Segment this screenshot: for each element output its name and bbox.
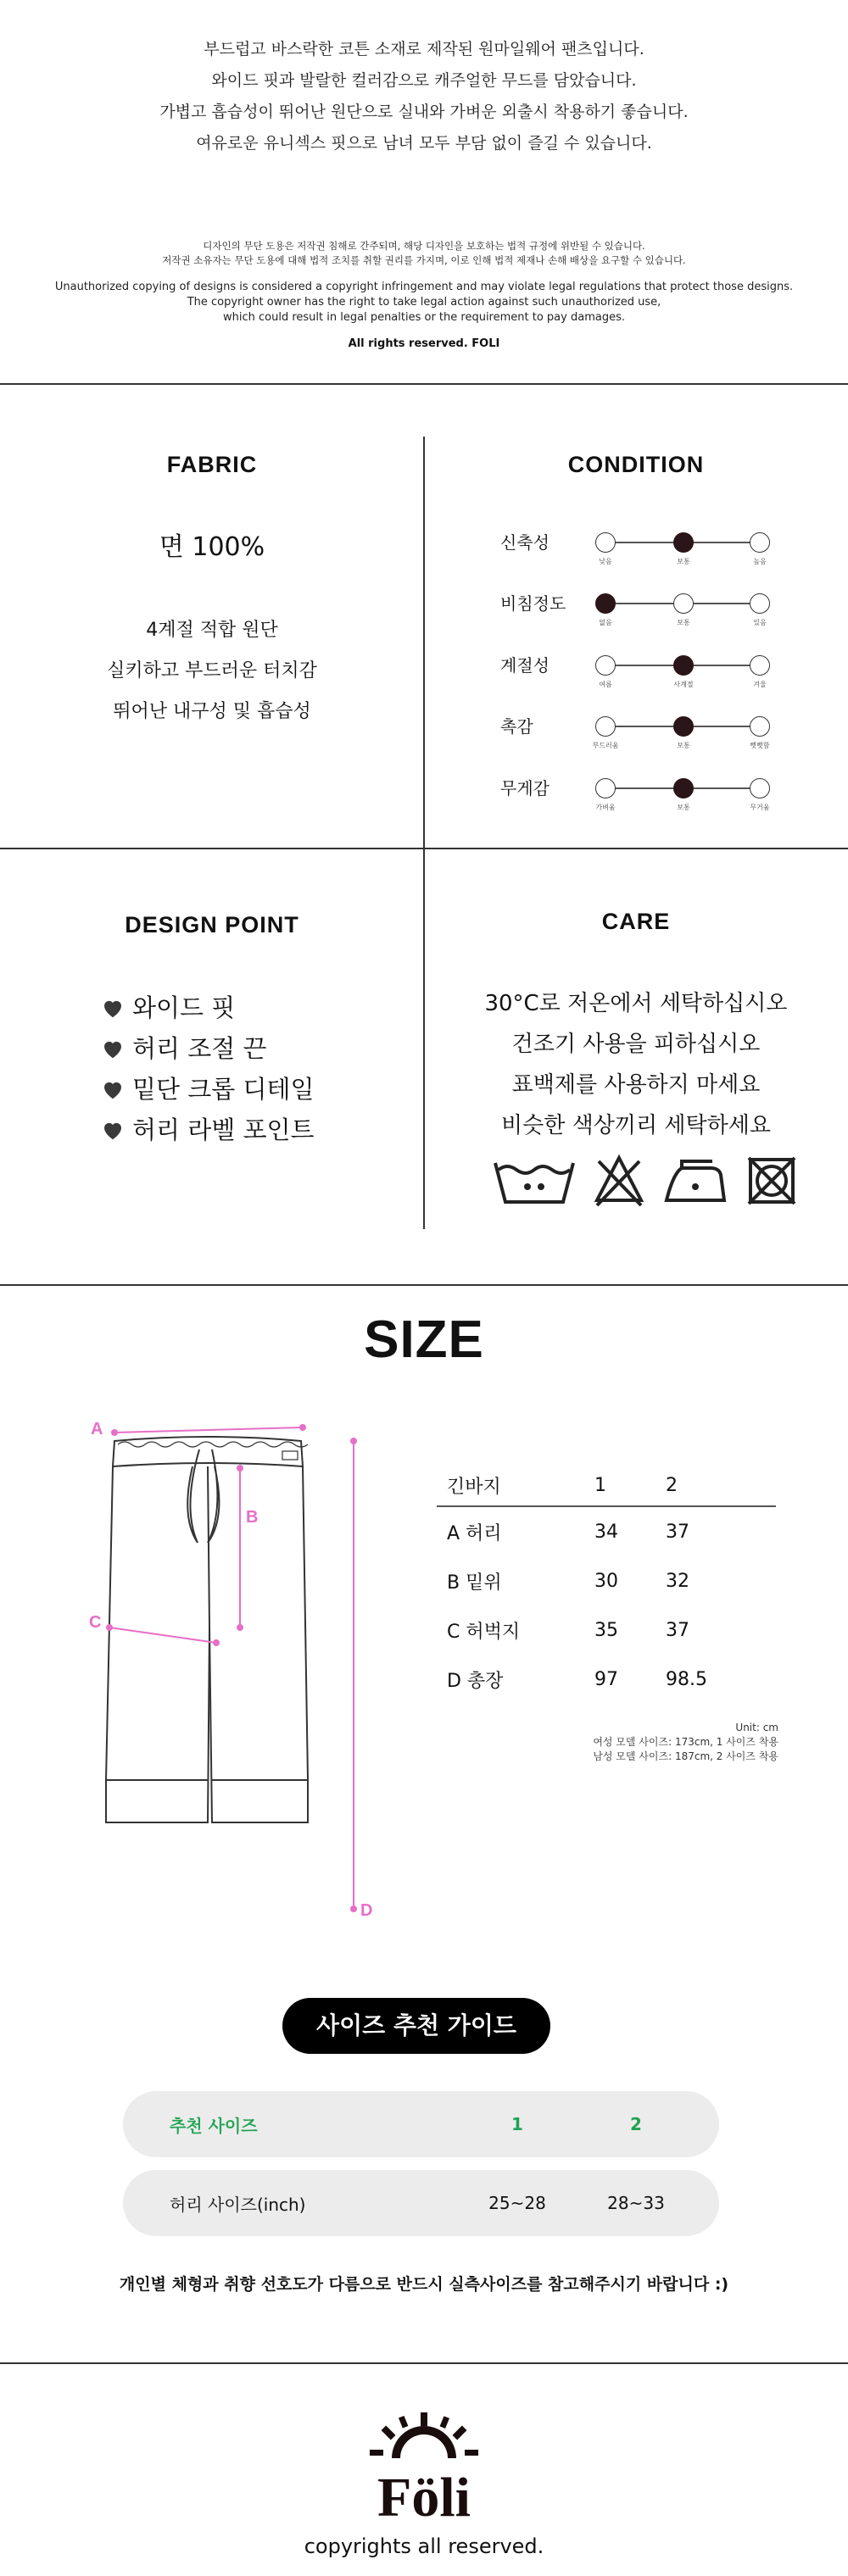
- care-item: 표백제를 사용하지 마세요: [511, 1072, 761, 1098]
- guide-waist-label: 허리 사이즈(inch): [170, 2194, 306, 2215]
- guide-waist-row: [123, 2170, 719, 2236]
- size-table-cell: D 총장: [447, 1670, 504, 1692]
- care-item: 건조기 사용을 피하십시오: [511, 1032, 761, 1057]
- diagram-label-d: D: [360, 1901, 373, 1920]
- divider-vertical: [423, 437, 425, 848]
- condition-dot: [673, 593, 694, 614]
- condition-option: 없음: [599, 619, 612, 626]
- condition-option: 있음: [753, 619, 767, 626]
- size-table-header-cell: 2: [666, 1474, 678, 1496]
- size-table-header-cell: 1: [594, 1474, 606, 1496]
- brand-wordmark: Föli: [377, 2467, 471, 2526]
- condition-dot: [595, 778, 616, 798]
- heart-icon: [100, 1036, 126, 1061]
- condition-row: [500, 530, 780, 564]
- condition-option: 겨울: [753, 681, 767, 688]
- size-table-cell: 37: [666, 1619, 689, 1641]
- design-point-label: 허리 라벨 포인트: [132, 1116, 315, 1144]
- legal-en-line: Unauthorized copying of designs is considered a copyright infringement and may violate legal regulations that protect those designs.: [54, 281, 794, 293]
- iron-low-icon: [661, 1153, 729, 1209]
- intro-line: 여유로운 유니섹스 핏으로 남녀 모두 부담 없이 즐길 수 있습니다.: [196, 134, 652, 153]
- size-table-cell: 32: [666, 1570, 689, 1592]
- model-female-note: 여성 모델 사이즈: 173cm, 1 사이즈 착용: [593, 1736, 778, 1748]
- guide-waist-value: 28~33: [607, 2193, 665, 2213]
- legal-ko-line: 저작권 소유자는 무단 도용에 대해 법적 조치를 취할 권리를 가지며, 이로 인해 법적 제재나 손해 배상을 요구할 수 있습니다.: [162, 254, 686, 266]
- condition-row: [500, 776, 780, 810]
- condition-option: 부드러움: [592, 742, 619, 749]
- condition-label: 신축성: [500, 532, 550, 553]
- legal-en-line: which could result in legal penalties or the requirement to pay damages.: [223, 311, 625, 324]
- size-table-row: [437, 1556, 776, 1605]
- design-point-title: DESIGN POINT: [125, 912, 299, 937]
- design-point-label: 허리 조절 끈: [132, 1034, 267, 1063]
- rights-text: All rights reserved. FOLI: [348, 337, 500, 350]
- divider: [0, 383, 848, 385]
- fabric-title: FABRIC: [166, 452, 258, 477]
- condition-dot: [750, 655, 770, 676]
- design-point-list: [100, 988, 315, 1150]
- condition-option: 뻣뻣함: [750, 742, 770, 749]
- legal-en-block: [0, 280, 848, 325]
- condition-dot: [750, 532, 770, 553]
- condition-option: 높음: [753, 558, 767, 565]
- care-item: 비슷한 색상끼리 세탁하세요: [501, 1113, 771, 1138]
- care-title: CARE: [601, 909, 671, 934]
- condition-option: 무거움: [750, 804, 770, 811]
- condition-option: 보통: [677, 742, 690, 749]
- fabric-composition: 면 100%: [159, 532, 265, 562]
- fabric-feature: 4계절 적합 원단: [146, 620, 278, 641]
- design-point-item: [100, 1028, 315, 1069]
- divider: [0, 2362, 848, 2364]
- size-table-cell: 34: [594, 1521, 618, 1543]
- intro-line: 가볍고 흡습성이 뛰어난 원단으로 실내와 가벼운 외출시 착용하기 좋습니다.: [159, 103, 689, 121]
- size-unit-note: [509, 1721, 778, 1764]
- condition-dot-selected: [673, 655, 694, 676]
- pants-diagram: [81, 1416, 394, 1924]
- condition-option: 사계절: [673, 681, 694, 688]
- condition-option: 보통: [677, 619, 690, 626]
- design-point-item: [100, 988, 315, 1028]
- condition-dot: [750, 716, 770, 737]
- legal-notice: [0, 239, 848, 350]
- model-male-note: 남성 모델 사이즈: 187cm, 2 사이즈 착용: [593, 1750, 778, 1762]
- no-tumble-dry-icon: [594, 1153, 644, 1209]
- condition-dot: [750, 778, 770, 798]
- size-table-cell: 98.5: [666, 1668, 707, 1690]
- unit-label: Unit: cm: [735, 1722, 778, 1733]
- guide-header-label: 추천 사이즈: [170, 2115, 258, 2136]
- condition-dot-selected: [673, 716, 694, 737]
- condition-option: 여름: [599, 681, 612, 688]
- care-icons: [492, 1153, 797, 1209]
- condition-dot-selected: [595, 593, 616, 614]
- guide-header-size: 2: [630, 2114, 642, 2134]
- condition-row: [500, 653, 780, 687]
- condition-dot: [595, 532, 616, 553]
- design-point-item: [100, 1110, 315, 1150]
- size-table-header-cell: 긴바지: [447, 1476, 501, 1498]
- care-item: 30°C로 저온에서 세탁하십시오: [484, 991, 788, 1016]
- condition-title: CONDITION: [567, 452, 705, 477]
- design-point-label: 밑단 크롭 디테일: [132, 1075, 315, 1104]
- condition-row: [500, 591, 780, 625]
- size-table-row: [437, 1655, 776, 1704]
- size-guide-title: 사이즈 추천 가이드: [282, 1998, 550, 2054]
- no-bleach-icon: [746, 1153, 797, 1209]
- condition-label: 촉감: [500, 716, 533, 737]
- design-point-label: 와이드 핏: [132, 993, 236, 1022]
- size-table-row: [437, 1605, 776, 1655]
- intro-line: 와이드 핏과 발랄한 컬러감으로 캐주얼한 무드를 담았습니다.: [211, 71, 637, 90]
- size-table-cell: 37: [666, 1521, 689, 1543]
- condition-option: 가벼움: [595, 804, 616, 811]
- guide-header-size: 1: [511, 2114, 523, 2134]
- wash-30-icon: [492, 1153, 577, 1209]
- fabric-feature: 실키하고 부드러운 터치감: [107, 660, 317, 682]
- condition-dot-selected: [673, 778, 694, 798]
- care-list: [424, 983, 848, 1146]
- condition-dot-selected: [673, 532, 694, 553]
- fabric-feature: 뛰어난 내구성 및 흡습성: [113, 701, 311, 722]
- size-table-row: [437, 1507, 776, 1556]
- size-table-cell: B 밑위: [447, 1572, 502, 1594]
- condition-dot: [750, 593, 770, 614]
- condition-option: 보통: [677, 558, 690, 565]
- size-table-cell: 97: [594, 1668, 618, 1690]
- heart-icon: [100, 1077, 126, 1102]
- condition-label: 비침정도: [500, 593, 566, 614]
- size-table: [437, 1465, 776, 1704]
- condition-option: 낮음: [599, 558, 612, 565]
- intro-text: [0, 34, 848, 159]
- condition-label: 무게감: [500, 778, 550, 798]
- fabric-features: [0, 610, 424, 732]
- size-title: SIZE: [364, 1310, 484, 1369]
- legal-en-line: The copyright owner has the right to take legal action against such unauthorized use,: [187, 296, 661, 309]
- legal-ko-line: 디자인의 무단 도용은 저작권 침해로 간주되며, 해당 디자인을 보호하는 법적 규정에 위반될 수 있습니다.: [203, 240, 645, 252]
- size-table-header: [437, 1465, 776, 1507]
- heart-icon: [100, 1117, 126, 1143]
- diagram-label-a: A: [91, 1420, 103, 1438]
- size-table-cell: 35: [594, 1619, 618, 1641]
- condition-row: [500, 714, 780, 748]
- condition-dot: [595, 655, 616, 676]
- heart-icon: [100, 995, 126, 1021]
- size-table-cell: C 허벅지: [447, 1621, 521, 1643]
- condition-label: 계절성: [500, 655, 550, 676]
- diagram-label-c: C: [89, 1613, 102, 1632]
- condition-dot: [595, 716, 616, 737]
- copyright-text: copyrights all reserved.: [304, 2534, 544, 2558]
- design-point-item: [100, 1069, 315, 1110]
- intro-line: 부드럽고 바스락한 코튼 소재로 제작된 원마일웨어 팬츠입니다.: [204, 40, 644, 58]
- condition-option: 보통: [677, 804, 690, 811]
- guide-waist-value: 25~28: [488, 2193, 546, 2213]
- diagram-label-b: B: [246, 1508, 259, 1527]
- guide-header-row: [123, 2091, 719, 2157]
- size-table-cell: A 허리: [447, 1522, 502, 1544]
- divider: [0, 1284, 848, 1286]
- guide-note: 개인별 체형과 취향 선호도가 다름으로 반드시 실측사이즈를 참고해주시기 바랍니다 :): [119, 2275, 729, 2294]
- size-table-cell: 30: [594, 1570, 618, 1592]
- foli-logo: [339, 2407, 509, 2526]
